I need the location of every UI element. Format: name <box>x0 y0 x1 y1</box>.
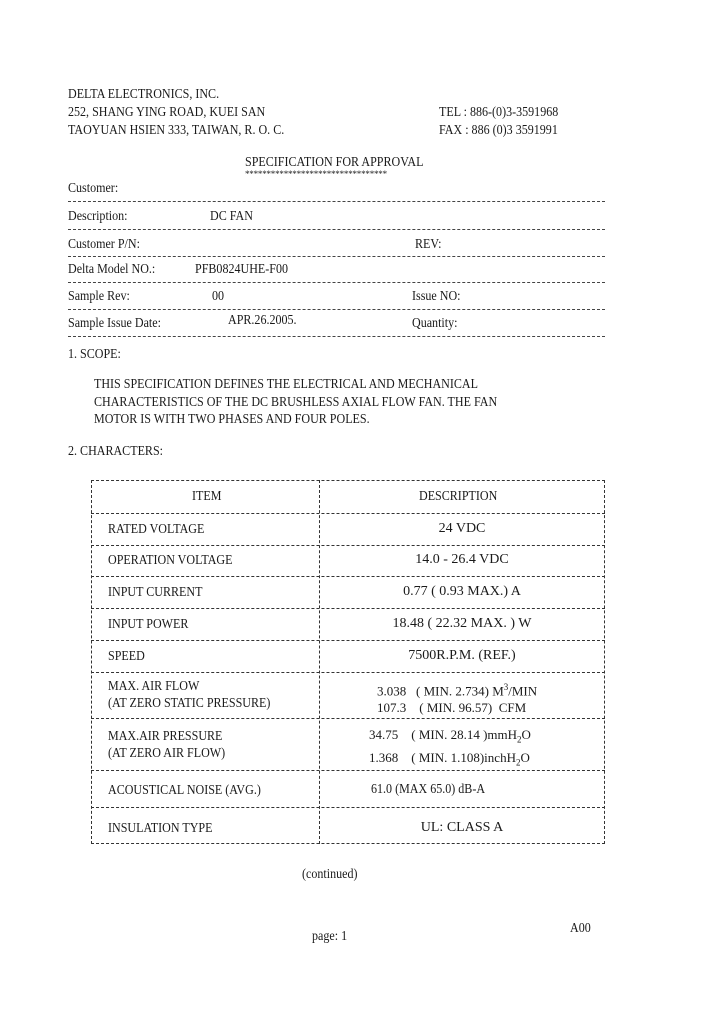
row-description: 61.0 (MAX 65.0) dB-A <box>371 782 486 797</box>
row-item-line: MAX.AIR PRESSURE <box>108 729 223 744</box>
row-item: OPERATION VOLTAGE <box>108 553 233 568</box>
row-item: ACOUSTICAL NOISE (AVG.) <box>108 783 261 798</box>
table-rule <box>91 513 605 514</box>
row-item: SPEED <box>108 649 145 664</box>
row-item: INSULATION TYPE <box>108 821 213 836</box>
fax-number: FAX : 886 (0)3 3591991 <box>439 123 558 138</box>
row-item <box>108 728 225 762</box>
scope-line: CHARACTERISTICS OF THE DC BRUSHLESS AXIAL FLOW FAN. THE FAN <box>94 394 498 410</box>
table-rule <box>91 640 605 641</box>
table-rule <box>91 576 605 577</box>
row-item: RATED VOLTAGE <box>108 522 205 537</box>
table-rule <box>91 672 605 673</box>
column-header-description: DESCRIPTION <box>419 489 498 504</box>
sample-rev-label: Sample Rev: <box>68 289 130 304</box>
continued-note: (continued) <box>302 867 358 882</box>
table-rule <box>91 608 605 609</box>
row-item <box>108 678 270 712</box>
table-rule <box>91 807 605 808</box>
model-value: PFB0824UHE-F00 <box>195 262 289 277</box>
divider <box>68 282 605 283</box>
description-label: Description: <box>68 209 128 224</box>
divider <box>68 309 605 310</box>
row-description: 0.77 ( 0.93 MAX.) A <box>403 584 521 599</box>
air-pressure-metric: 34.75 ( MIN. 28.14 )mmH$_2$O <box>369 727 531 745</box>
title-underline-stars: ********************************* <box>245 169 387 179</box>
quantity-label: Quantity: <box>412 316 458 331</box>
rev-label: REV: <box>415 237 442 252</box>
company-address-2: TAOYUAN HSIEN 333, TAIWAN, R. O. C. <box>68 123 285 138</box>
company-name: DELTA ELECTRONICS, INC. <box>68 87 220 102</box>
scope-heading: 1. SCOPE: <box>68 347 121 362</box>
divider <box>68 201 605 202</box>
table-rule <box>91 480 605 481</box>
issue-no-label: Issue NO: <box>412 289 461 304</box>
air-flow-values <box>377 679 537 716</box>
divider <box>68 336 605 337</box>
sample-date-label: Sample Issue Date: <box>68 316 161 331</box>
characters-heading: 2. CHARACTERS: <box>68 444 164 459</box>
revision-code: A00 <box>570 921 591 936</box>
divider <box>68 256 605 257</box>
contact-block <box>439 104 558 140</box>
row-item: INPUT CURRENT <box>108 585 203 600</box>
customer-label: Customer: <box>68 181 119 196</box>
row-description: UL: CLASS A <box>420 820 504 835</box>
row-item-line: MAX. AIR FLOW <box>108 679 200 694</box>
table-rule <box>91 545 605 546</box>
company-address-1: 252, SHANG YING ROAD, KUEI SAN <box>68 105 266 120</box>
air-flow-imperial: 107.3 ( MIN. 96.57) CFM <box>377 700 527 716</box>
scope-paragraph <box>94 376 541 429</box>
page-number: page: 1 <box>312 929 348 944</box>
document-title: SPECIFICATION FOR APPROVAL <box>245 155 424 170</box>
characters-table <box>91 480 605 844</box>
tel-number: TEL : 886-(0)3-3591968 <box>439 105 559 120</box>
row-description: 7500R.P.M. (REF.) <box>408 648 516 663</box>
row-item-line: (AT ZERO AIR FLOW) <box>108 746 226 761</box>
air-pressure-values <box>369 726 531 771</box>
air-pressure-imperial: 1.368 ( MIN. 1.108)inchH$_2$O <box>369 749 530 768</box>
table-rule <box>91 843 605 844</box>
description-value: DC FAN <box>210 209 253 224</box>
divider <box>68 229 605 230</box>
row-item: INPUT POWER <box>108 617 189 632</box>
scope-line: MOTOR IS WITH TWO PHASES AND FOUR POLES. <box>94 412 370 427</box>
row-description: 18.48 ( 22.32 MAX. ) W <box>392 616 532 631</box>
row-item-line: (AT ZERO STATIC PRESSURE) <box>108 696 271 711</box>
table-rule <box>91 718 605 719</box>
customer-pn-label: Customer P/N: <box>68 237 140 252</box>
company-block <box>68 86 284 140</box>
column-header-item: ITEM <box>192 489 222 504</box>
row-description: 14.0 - 26.4 VDC <box>415 552 509 567</box>
sample-rev-value: 00 <box>212 289 225 304</box>
model-label: Delta Model NO.: <box>68 262 156 277</box>
air-flow-metric: 3.038 ( MIN. 2.734) $M^3$/MIN <box>377 682 538 699</box>
row-description: 24 VDC <box>438 521 486 536</box>
scope-line: THIS SPECIFICATION DEFINES THE ELECTRICAL AND MECHANICAL <box>94 377 478 392</box>
table-rule <box>91 480 92 844</box>
sample-date-value: APR.26.2005. <box>228 313 297 328</box>
